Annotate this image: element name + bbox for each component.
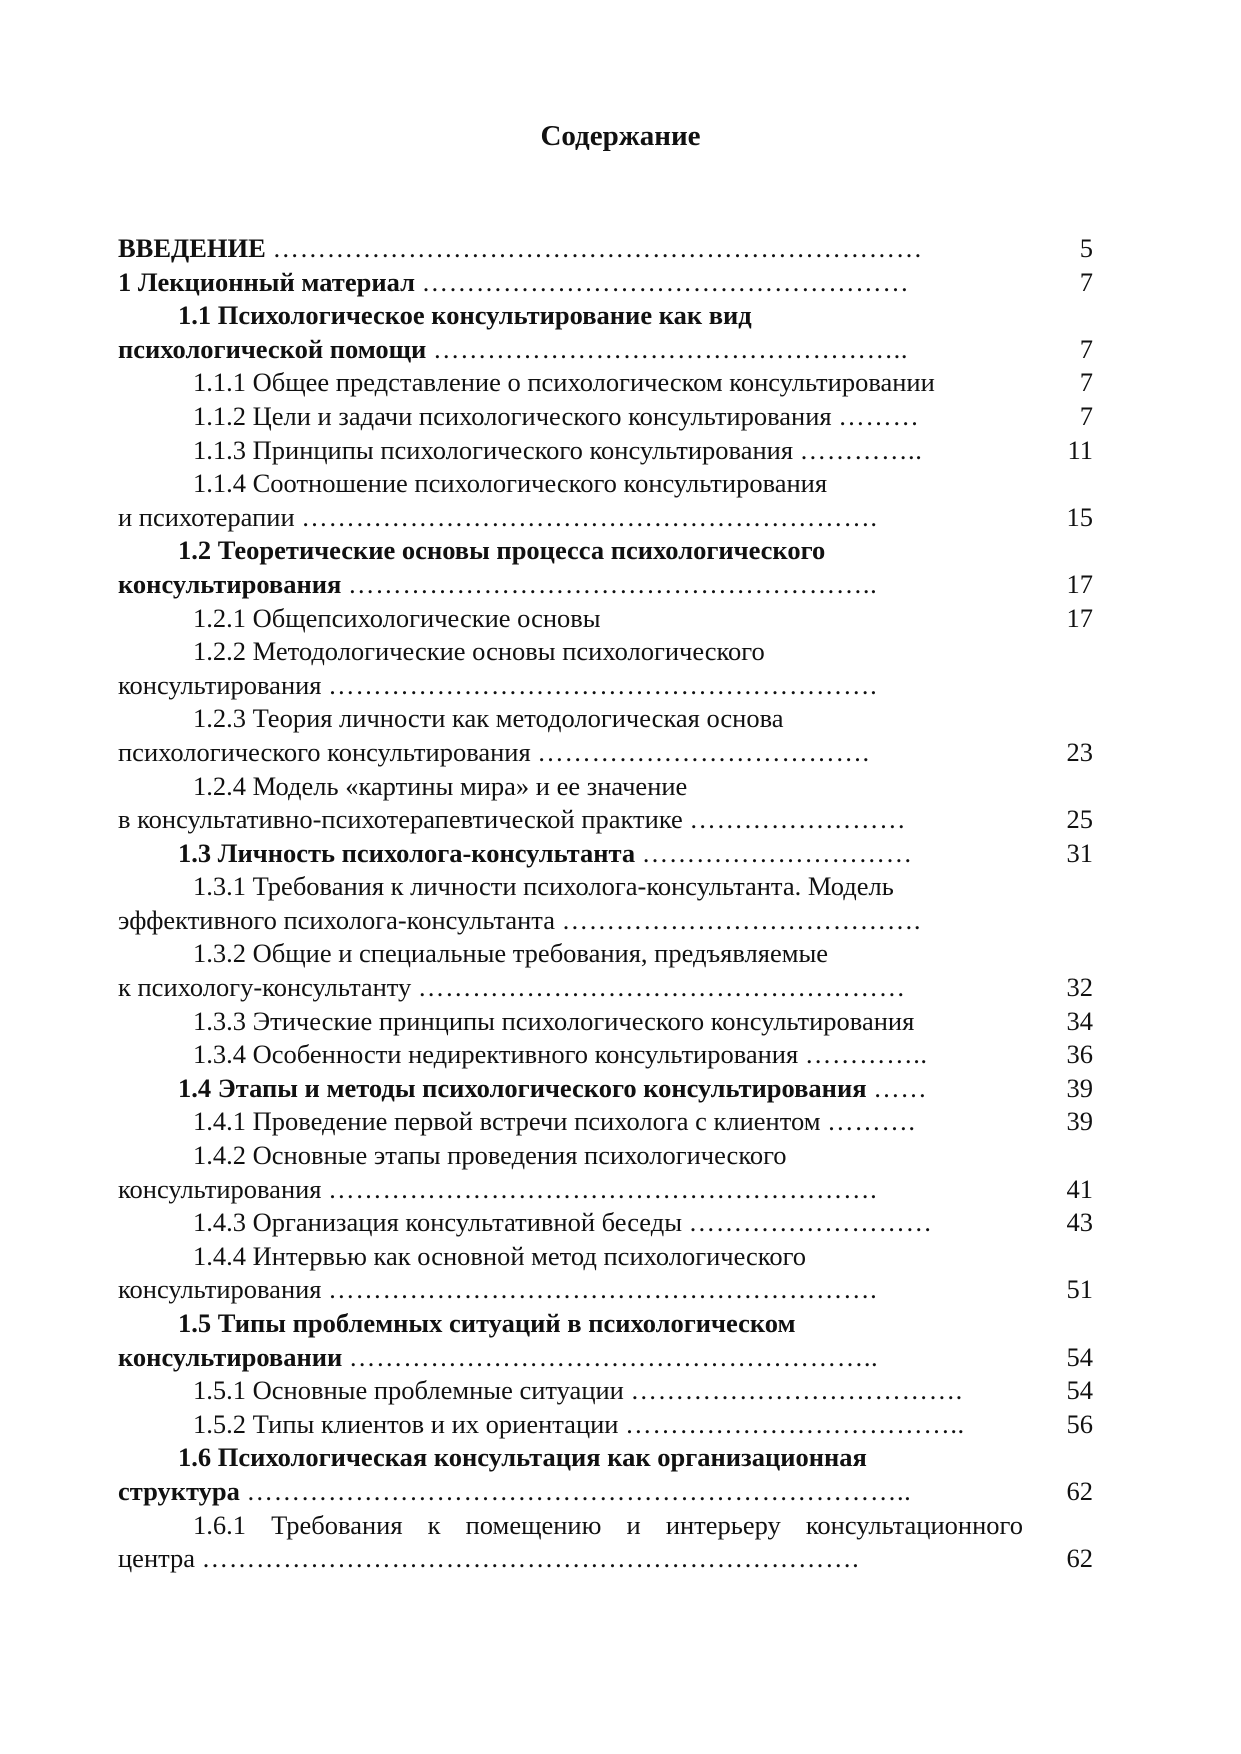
toc-entry-label: 1.3 Личность психолога-консультанта bbox=[178, 837, 636, 868]
toc-entry-title bbox=[193, 1005, 914, 1039]
toc-page-number: 17 bbox=[1066, 602, 1093, 633]
toc-entry-title bbox=[178, 299, 752, 333]
toc-entry-label: психологической помощи bbox=[118, 333, 427, 364]
toc-page-number: 7 bbox=[1079, 367, 1093, 398]
toc-entry-title bbox=[118, 669, 877, 703]
toc-entry-title bbox=[118, 568, 877, 602]
toc-entry-label: консультирования bbox=[118, 1274, 322, 1305]
toc-entry-label: 1.2.1 Общепсихологические основы bbox=[193, 602, 601, 633]
toc-entry-title bbox=[118, 1341, 878, 1375]
toc-entry bbox=[118, 971, 1093, 1005]
toc-dot-leader: ……… bbox=[838, 400, 920, 431]
toc-entry bbox=[118, 1408, 1093, 1442]
toc-dot-leader: ………….. bbox=[799, 434, 923, 465]
toc-entry-label: структура bbox=[118, 1475, 240, 1506]
toc-entry-label: 1.4 Этапы и методы психологического консультирования bbox=[178, 1072, 867, 1103]
toc-entry-title bbox=[178, 837, 913, 871]
toc-entry-title bbox=[193, 770, 687, 804]
toc-entry-label: 1.2.3 Теория личности как методологическая основа bbox=[193, 703, 784, 734]
toc-entry bbox=[118, 803, 1093, 837]
toc-entry bbox=[118, 1307, 1093, 1341]
toc-entry bbox=[118, 568, 1093, 602]
toc-page-number: 34 bbox=[1066, 1005, 1093, 1036]
toc-entry-label: 1 Лекционный материал bbox=[118, 266, 415, 297]
toc-page-number: 5 bbox=[1079, 233, 1093, 263]
toc-dot-leader: ……………………………………………………. bbox=[328, 1173, 878, 1204]
toc-entry-title bbox=[118, 1273, 877, 1307]
toc-entry bbox=[118, 669, 1093, 703]
toc-entry-label: 1.6 Психологическая консультация как организационная bbox=[178, 1442, 867, 1473]
toc-entry bbox=[118, 1374, 1093, 1408]
toc-entry-title bbox=[193, 1240, 806, 1274]
toc-dot-leader: ………. bbox=[827, 1106, 916, 1137]
toc-entry-title bbox=[193, 602, 601, 636]
toc-entry-label: 1.4.2 Основные этапы проведения психологического bbox=[193, 1140, 787, 1171]
toc-entry-title bbox=[178, 534, 825, 568]
toc-entry-title bbox=[118, 266, 909, 300]
toc-dot-leader: ………………………………………………………. bbox=[301, 501, 878, 532]
toc-entry-title bbox=[118, 1173, 877, 1207]
toc-page-number: 31 bbox=[1066, 837, 1093, 868]
toc-entry bbox=[118, 1038, 1093, 1072]
toc-dot-leader: ………………………… bbox=[641, 837, 913, 868]
toc-entry-label: 1.1.4 Соотношение психологического консультирования bbox=[193, 468, 828, 499]
toc-entry-title bbox=[193, 702, 784, 736]
toc-entry-label: и психотерапии bbox=[118, 501, 295, 532]
toc-entry-title bbox=[193, 366, 935, 400]
toc-entry-title bbox=[178, 1072, 927, 1106]
toc-entry-title bbox=[193, 1105, 916, 1139]
toc-page-number: 25 bbox=[1066, 804, 1093, 835]
toc-entry bbox=[118, 467, 1093, 501]
toc-entry bbox=[118, 602, 1093, 636]
toc-dot-leader: …………………… bbox=[689, 804, 907, 835]
toc-entry-title bbox=[178, 1441, 867, 1475]
toc-entry-label: 1.1.2 Цели и задачи психологического консультирования bbox=[193, 400, 832, 431]
toc-entry-title bbox=[118, 232, 923, 266]
toc-entry bbox=[118, 635, 1093, 669]
toc-entry bbox=[118, 366, 1093, 400]
toc-entry-label: эффективного психолога-консультанта bbox=[118, 904, 555, 935]
toc-entry-label: 1.3.3 Этические принципы психологического консультирования bbox=[193, 1005, 915, 1036]
toc-entry-title bbox=[193, 1509, 1023, 1543]
toc-page-number: 41 bbox=[1066, 1173, 1093, 1204]
toc-entry-label: консультирования bbox=[118, 669, 322, 700]
toc-entry-title bbox=[118, 971, 906, 1005]
toc-entry-label: 1.4.3 Организация консультативной беседы bbox=[193, 1207, 683, 1238]
toc-entry bbox=[118, 837, 1093, 871]
toc-page-number: 7 bbox=[1079, 333, 1093, 364]
toc-dot-leader: ………………………………. bbox=[630, 1375, 963, 1406]
toc-entry-label: консультирования bbox=[118, 568, 342, 599]
toc-entry bbox=[118, 501, 1093, 535]
toc-entry bbox=[118, 870, 1093, 904]
toc-entry-title bbox=[118, 1542, 859, 1576]
toc-page-number: 7 bbox=[1079, 266, 1093, 297]
toc-entry bbox=[118, 1206, 1093, 1240]
toc-entry bbox=[118, 1139, 1093, 1173]
toc-entry-title bbox=[193, 635, 765, 669]
toc-entry bbox=[118, 1240, 1093, 1274]
toc-entry-title bbox=[193, 467, 827, 501]
toc-entry bbox=[118, 1273, 1093, 1307]
toc-entry bbox=[118, 937, 1093, 971]
toc-entry bbox=[118, 1509, 1093, 1543]
toc-dot-leader: ……………………………………………… bbox=[417, 972, 906, 1003]
toc-entry bbox=[118, 1441, 1093, 1475]
toc-entry bbox=[118, 702, 1093, 736]
toc-entry bbox=[118, 1005, 1093, 1039]
toc-dot-leader: ………………………………………………….. bbox=[348, 568, 878, 599]
toc-entry bbox=[118, 434, 1093, 468]
toc-entry bbox=[118, 266, 1093, 300]
toc-entry bbox=[118, 299, 1093, 333]
toc-page-number: 62 bbox=[1066, 1543, 1093, 1574]
toc-entry-label: психологического консультирования bbox=[118, 736, 531, 767]
toc-entry bbox=[118, 1542, 1093, 1576]
toc-page-number: 36 bbox=[1066, 1039, 1093, 1070]
toc-entry-label: консультирования bbox=[118, 1173, 322, 1204]
toc-page-number: 56 bbox=[1066, 1408, 1093, 1439]
toc-entry bbox=[118, 770, 1093, 804]
toc-dot-leader: …………………………………………….. bbox=[432, 333, 909, 364]
toc-entry bbox=[118, 904, 1093, 938]
toc-entry-label: 1.5 Типы проблемных ситуаций в психологическом bbox=[178, 1308, 796, 1338]
toc-entry bbox=[118, 333, 1093, 367]
toc-entry-label: 1.1.1 Общее представление о психологическом консультировании bbox=[193, 367, 935, 398]
toc-entry bbox=[118, 1475, 1093, 1509]
toc-dot-leader: ……………………………….. bbox=[625, 1408, 965, 1439]
toc-entry-label: центра bbox=[118, 1543, 196, 1574]
toc-entry bbox=[118, 1341, 1093, 1375]
toc-dot-leader: ………….. bbox=[804, 1039, 928, 1070]
toc-dot-leader: ……………………… bbox=[688, 1207, 933, 1238]
toc-entry-title bbox=[193, 400, 920, 434]
toc-entry-title bbox=[118, 1475, 911, 1509]
toc-entry-label: 1.2 Теоретические основы процесса психологического bbox=[178, 535, 826, 566]
toc-page-number: 39 bbox=[1066, 1106, 1093, 1137]
toc-entry-label: 1.2.2 Методологические основы психологического bbox=[193, 636, 765, 667]
toc-page-number: 15 bbox=[1066, 501, 1093, 532]
toc-entry-title bbox=[118, 803, 906, 837]
toc-entry-title bbox=[118, 736, 870, 770]
toc-entry-title bbox=[193, 1408, 965, 1442]
toc-dot-leader: ……………………………………………… bbox=[421, 266, 910, 297]
toc-page-number: 62 bbox=[1066, 1475, 1093, 1506]
toc-dot-leader: …………………………………. bbox=[561, 904, 922, 935]
toc-entry bbox=[118, 534, 1093, 568]
toc-entry-label: в консультативно-психотерапевтической практике bbox=[118, 804, 683, 835]
toc-entry-label: ВВЕДЕНИЕ bbox=[118, 233, 266, 263]
toc-dot-leader: ……………………………………………………. bbox=[328, 1274, 878, 1305]
toc-page-number: 51 bbox=[1066, 1274, 1093, 1305]
toc-entry bbox=[118, 1105, 1093, 1139]
toc-entry-title bbox=[193, 434, 923, 468]
toc-entry-title bbox=[193, 1206, 933, 1240]
toc-page-number: 43 bbox=[1066, 1207, 1093, 1238]
toc-dot-leader: ……………………………………………………. bbox=[328, 669, 878, 700]
page-title: Содержание bbox=[540, 120, 701, 152]
toc-entry-label: 1.6.1 Требования к помещению и интерьеру консультационного bbox=[193, 1509, 1023, 1540]
toc-entry-label: 1.3.1 Требования к личности психолога-консультанта. Модель bbox=[193, 871, 894, 902]
toc-dot-leader: ……………………………………………………………….. bbox=[246, 1475, 912, 1506]
toc-entry bbox=[118, 232, 1093, 266]
toc-entry bbox=[118, 1072, 1093, 1106]
toc-entry-label: консультировании bbox=[118, 1341, 343, 1372]
toc-entry-title bbox=[118, 333, 908, 367]
toc-dot-leader: …… bbox=[873, 1072, 928, 1103]
toc-entry-title bbox=[193, 937, 828, 971]
toc-page-number: 11 bbox=[1067, 434, 1093, 465]
toc-entry-label: 1.5.2 Типы клиентов и их ориентации bbox=[193, 1408, 619, 1439]
toc-dot-leader: ………………………………………………………………. bbox=[201, 1543, 860, 1574]
toc-entry-label: 1.1.3 Принципы психологического консультирования bbox=[193, 434, 794, 465]
toc-page-number: 17 bbox=[1066, 568, 1093, 599]
toc-page-number: 54 bbox=[1066, 1341, 1093, 1372]
toc-entry-label: 1.1 Психологическое консультирование как вид bbox=[178, 300, 752, 331]
toc-page-number: 39 bbox=[1066, 1072, 1093, 1103]
toc-page-number: 7 bbox=[1079, 400, 1093, 431]
toc-entry-label: 1.2.4 Модель «картины мира» и ее значение bbox=[193, 770, 688, 801]
toc-entry-label: к психологу-консультанту bbox=[118, 972, 412, 1003]
toc-entry-label: 1.5.1 Основные проблемные ситуации bbox=[193, 1375, 624, 1406]
toc-page-number: 32 bbox=[1066, 972, 1093, 1003]
toc-dot-leader: ………………………………. bbox=[537, 736, 870, 767]
toc-entry bbox=[118, 400, 1093, 434]
toc-entry bbox=[118, 736, 1093, 770]
toc-page-number: 23 bbox=[1066, 736, 1093, 767]
toc-entry-title bbox=[118, 501, 878, 535]
toc-page-number: 54 bbox=[1066, 1375, 1093, 1406]
toc-dot-leader: ……………………………………………………………… bbox=[272, 233, 923, 263]
toc-dot-leader: ………………………………………………….. bbox=[348, 1341, 879, 1372]
toc-entry-label: 1.4.4 Интервью как основной метод психологического bbox=[193, 1240, 807, 1271]
toc-entry-label: 1.4.1 Проведение первой встречи психолога с клиентом bbox=[193, 1106, 821, 1137]
toc-entry-title bbox=[178, 1307, 796, 1341]
toc-entry bbox=[118, 1173, 1093, 1207]
toc-entry-label: 1.3.4 Особенности недирективного консультирования bbox=[193, 1039, 799, 1070]
toc-entry-title bbox=[193, 1374, 963, 1408]
table-of-contents bbox=[118, 232, 1093, 1576]
toc-entry-title bbox=[118, 904, 921, 938]
toc-entry-title bbox=[193, 1139, 787, 1173]
toc-entry-title bbox=[193, 870, 894, 904]
toc-entry-title bbox=[193, 1038, 928, 1072]
toc-entry-label: 1.3.2 Общие и специальные требования, предъявляемые bbox=[193, 938, 829, 969]
